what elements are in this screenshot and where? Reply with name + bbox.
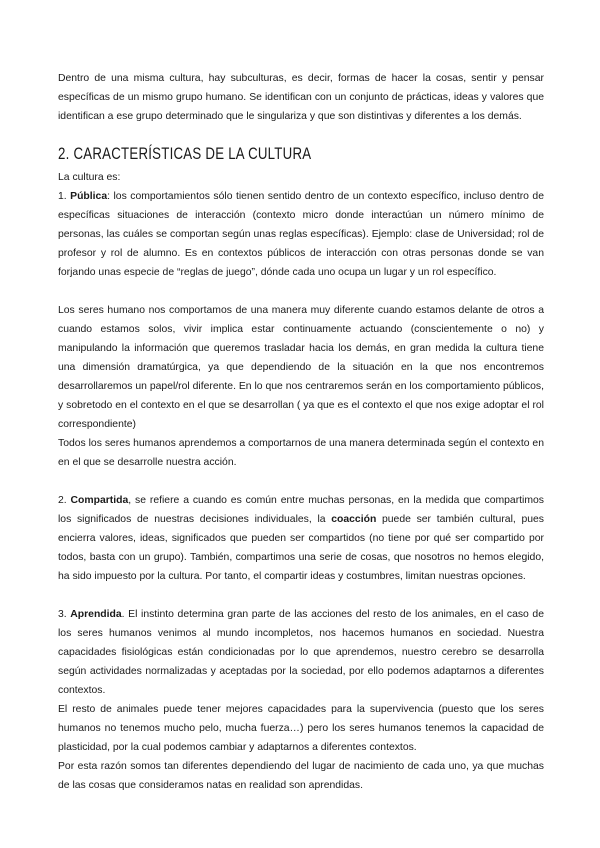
compartida-text-b: puede ser también cultural, pues encierra valores, ideas, significados que pueden ser compartidos (no tiene por qué ser compartido por todos, basta con un grupo). También, compartimos una serie de cosas, que nosotros no hemos elegido, ha sido impuesto por la cultura. Por tanto, el compartir ideas y costumbres, limitan nuestras opciones. xyxy=(58,514,544,582)
publica-paragraph xyxy=(58,187,544,282)
coaccion-term: coacción xyxy=(331,514,377,525)
intro-paragraph: Dentro de una misma cultura, hay subculturas, es decir, formas de hacer la cosas, sentir y pensar específicas de un mismo grupo humano. Se identifican con un conjunto de prácticas, ideas y valores que identifican a ese grupo determinado que le singulariza y que son distintivas y diferentes a los demás. xyxy=(58,73,544,122)
aprendida-paragraph xyxy=(58,605,544,700)
aprendida-paragraph-2: El resto de animales puede tener mejores capacidades para la supervivencia (puesto que los seres humanos no tenemos mucho pelo, mucha fuerza…) pero los seres humanos tenemos la capacidad de plasticidad, por la cual podemos cambiar y adaptarnos a diferentes contextos. xyxy=(58,704,544,753)
publica-text: : los comportamientos sólo tienen sentido dentro de un contexto específico, incluso dentro de específicas situaciones de interacción (contexto micro donde interactúan un número mínimo de personas, las cuáles se comportan según unas reglas específicas). Ejemplo: clase de Universidad; rol de profesor y rol de alumno. Es en contextos públicos de interacción con otras personas donde se van forjando unas especie de “reglas de juego”, dónde cada uno ocupa un lugar y un rol específico. xyxy=(58,191,544,278)
aprendida-number: 3. xyxy=(58,609,71,620)
compartida-number: 2. xyxy=(58,495,71,506)
publica-number: 1. xyxy=(58,191,71,202)
compartida-term: Compartida xyxy=(70,495,129,506)
aprendida-paragraph-3: Por esta razón somos tan diferentes dependiendo del lugar de nacimiento de cada uno, ya que muchas de las cosas que consideramos natas en realidad son aprendidas. xyxy=(58,761,544,791)
aprendida-text: . El instinto determina gran parte de las acciones del resto de los animales, en el caso de los seres humanos venimos al mundo incompletos, nos hacemos humanos en sociedad. Nuestra capacidades fisiológicas están condicionadas por lo que aprendemos, nuestro cerebro se desarrolla según actividades normalizadas y aceptadas por la sociedad, por ello podemos adaptarnos a diferentes contextos. xyxy=(58,609,544,696)
publica-paragraph-3: Todos los seres humanos aprendemos a comportarnos de una manera determinada según el contexto en en el que se desarrolle nuestra acción. xyxy=(58,438,544,468)
publica-term: Pública xyxy=(70,191,108,202)
paragraph-gap xyxy=(58,586,544,605)
paragraph-gap xyxy=(58,472,544,491)
publica-paragraph-2: Los seres humano nos comportamos de una manera muy diferente cuando estamos delante de otros a cuando estamos solos, vivir implica estar continuamente actuando (conscientemente o no) y manipulando la información que queremos trasladar hacia los demás, en gran medida la cultura tiene una dimensión dramatúrgica, ya que dependiendo de la situación en la que nos encontremos desarrollaremos un papel/rol diferente. En lo que nos centraremos serán en los comportamiento públicos, y sobretodo en el contexto en el que se desarrollan ( ya que es el contexto el que nos exige adoptar el rol correspondiente) xyxy=(58,305,544,430)
aprendida-term: Aprendida xyxy=(70,609,122,620)
compartida-text-a: , se refiere a cuando es común entre muchas personas, en la medida que compartimos los significados de nuestras decisiones individuales, la xyxy=(58,495,544,525)
compartida-paragraph xyxy=(58,491,544,586)
paragraph-gap xyxy=(58,282,544,301)
section-heading: 2. CARACTERÍSTICAS DE LA CULTURA xyxy=(58,144,312,163)
lead-line: La cultura es: xyxy=(58,172,121,183)
